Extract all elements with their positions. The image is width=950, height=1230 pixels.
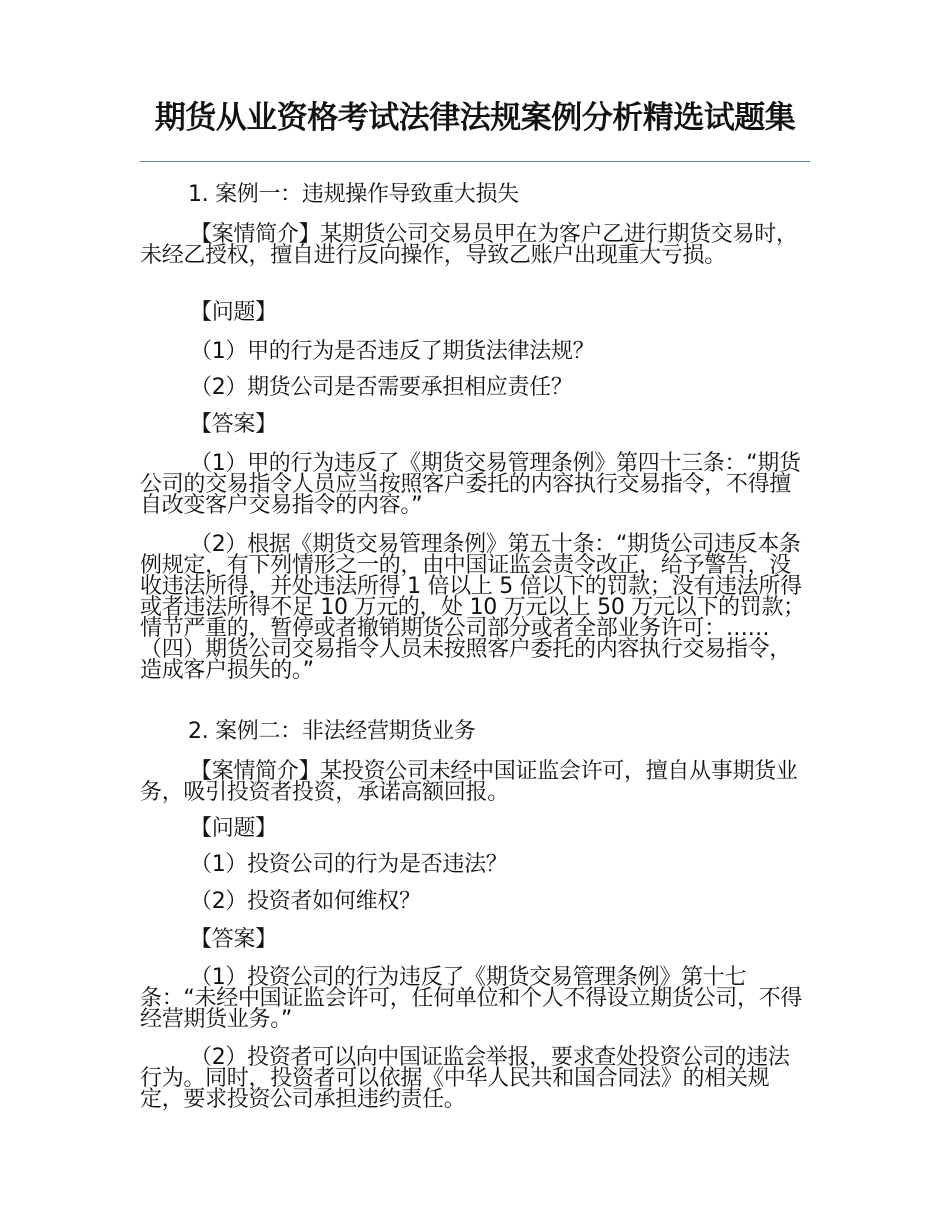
- case2-answer-2: （2）投资者可以向中国证监会举报，要求查处投资公司的违法行为。同时，投资者可以依据《中华人民共和国合同法》的相关规定，要求投资公司承担违约责任。: [140, 1045, 790, 1112]
- case1-answer-2: （2）根据《期货交易管理条例》第五十条：“期货公司违反本条例规定，有下列情形之一的，由中国证监会责令改正，给予警告，没收违法所得，并处违法所得 1 倍以上 5 倍以下的罚款；没有违法所得或者违法所得不足 10 万元的，处 10 万元以上 50 万元以下的罚款；情节严重的，暂停或者撤销期货公司部分或者全部业务许可：……（四）期货公司交易指令人员未按照客户委托的内容执行交易指令，造成客户损失的。”: [140, 532, 805, 683]
- case1-questions-label: 【问题】: [190, 300, 277, 325]
- case2-answer-1: （1）投资公司的行为违反了《期货交易管理条例》第十七条：“未经中国证监会许可，任何单位和个人不得设立期货公司，不得经营期货业务。”: [140, 965, 803, 1032]
- case2-question-1: （1）投资公司的行为是否违法？: [190, 852, 508, 877]
- case2-question-2: （2）投资者如何维权？: [190, 889, 421, 914]
- case1-question-1: （1）甲的行为是否违反了期货法律法规？: [190, 339, 595, 364]
- case2-heading: 2. 案例二：非法经营期货业务: [188, 719, 476, 744]
- case1-summary: 【案情简介】某期货公司交易员甲在为客户乙进行期货交易时，未经乙授权，擅自进行反向操作，导致乙账户出现重大亏损。: [140, 222, 798, 268]
- case2-questions-label: 【问题】: [190, 816, 277, 841]
- case1-question-2: （2）期货公司是否需要承担相应责任？: [190, 375, 573, 400]
- document-title: 期货从业资格考试法律法规案例分析精选试题集: [154, 100, 796, 136]
- case1-heading: 1. 案例一：违规操作导致重大损失: [188, 182, 519, 207]
- case1-answers-label: 【答案】: [190, 412, 277, 437]
- case1-answer-1: （1）甲的行为违反了《期货交易管理条例》第四十三条：“期货公司的交易指令人员应当按照客户委托的内容执行交易指令，不得擅自改变客户交易指令的内容。”: [140, 451, 801, 518]
- case2-answers-label: 【答案】: [190, 927, 277, 952]
- title-underline: [140, 161, 810, 162]
- case2-summary: 【案情简介】某投资公司未经中国证监会许可，擅自从事期货业务，吸引投资者投资，承诺高额回报。: [140, 759, 798, 805]
